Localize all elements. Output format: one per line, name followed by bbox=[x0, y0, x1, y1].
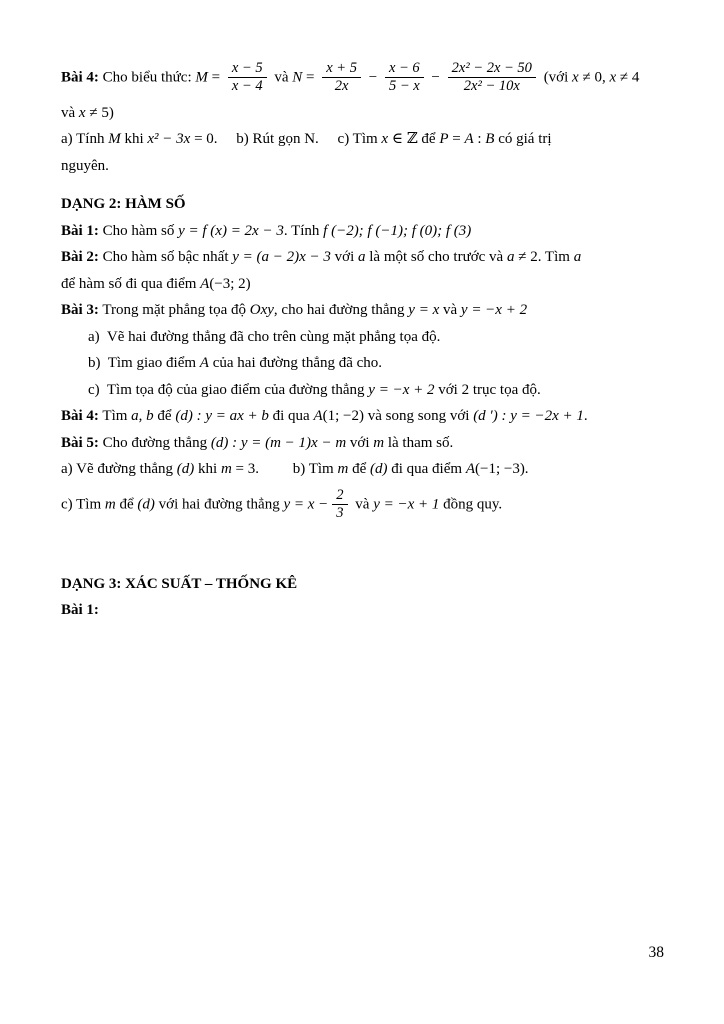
text-segment: (với bbox=[539, 69, 573, 86]
fraction bbox=[228, 60, 267, 96]
text-segment: c) Tìm bbox=[61, 496, 105, 513]
text-segment: Cho hàm số bbox=[98, 222, 179, 239]
text-segment: m bbox=[104, 496, 116, 513]
fraction bbox=[322, 60, 361, 96]
text-segment: : bbox=[473, 131, 486, 148]
text-segment: với 2 trục tọa độ. bbox=[434, 381, 541, 398]
text-segment: = 3. b) Tìm bbox=[231, 461, 338, 478]
text-segment: A bbox=[313, 408, 323, 425]
text-segment: x² − 3x bbox=[147, 131, 191, 148]
text-segment: ≠ 2. Tìm bbox=[514, 249, 574, 266]
text-segment: với hai đường thẳng bbox=[154, 496, 284, 513]
text-segment: Bài 1: bbox=[61, 222, 99, 239]
fraction-numerator: 2x² − 2x − 50 bbox=[451, 60, 532, 76]
text-segment: (−1; −3). bbox=[474, 461, 529, 478]
text-segment: ≠ 4 bbox=[616, 69, 640, 86]
text-segment: (d) bbox=[176, 461, 195, 478]
text-segment: (d) bbox=[137, 496, 155, 513]
text-segment: là một số cho trước và bbox=[365, 249, 507, 266]
text-segment: (d) bbox=[369, 461, 388, 478]
text-segment: Trong mặt phẳng tọa độ bbox=[98, 302, 250, 319]
text-segment: . Tính bbox=[283, 222, 324, 239]
text-segment: a) Tính bbox=[61, 131, 109, 148]
text-segment: a bbox=[573, 249, 582, 266]
text-segment: (1; −2) bbox=[322, 408, 364, 425]
text-segment: và bbox=[351, 496, 374, 513]
text-segment: Cho biểu thức: bbox=[98, 69, 196, 86]
problem-bai5-item-c bbox=[61, 485, 668, 525]
problem-bai4-parts-line bbox=[61, 128, 668, 151]
text-segment: y = x − bbox=[283, 496, 329, 513]
text-segment: c) Tìm tọa độ của giao điểm của đường thẳng bbox=[88, 381, 369, 398]
text-segment: m bbox=[337, 461, 349, 478]
text-segment: (−3; 2) bbox=[209, 275, 251, 292]
text-segment: b bbox=[146, 408, 154, 425]
problem-bai4-parts-continuation bbox=[61, 155, 668, 178]
fraction bbox=[332, 487, 347, 523]
text-segment: là tham số. bbox=[384, 434, 454, 451]
text-segment: khi bbox=[194, 461, 221, 478]
fraction bbox=[448, 60, 536, 96]
text-segment: . bbox=[583, 408, 588, 425]
text-segment: b) Tìm giao điểm bbox=[88, 355, 200, 372]
text-segment: = 0. b) Rút gọn N. c) Tìm bbox=[190, 131, 382, 148]
text-segment: Bài 1: bbox=[61, 602, 99, 619]
text-segment: y = x bbox=[408, 302, 440, 319]
problem-dang3-bai1-label bbox=[61, 599, 668, 622]
section-heading-dang3 bbox=[61, 573, 668, 596]
text-segment: M bbox=[108, 131, 121, 148]
fraction-numerator: x + 5 bbox=[326, 60, 357, 76]
problem-bai5-line bbox=[61, 432, 668, 455]
text-segment: Tìm bbox=[98, 408, 132, 425]
fraction bbox=[385, 60, 424, 96]
text-segment: (d) : y = (m − 1)x − m bbox=[210, 434, 347, 451]
text-segment: Oxy bbox=[249, 302, 274, 319]
text-segment: Bài 2: bbox=[61, 249, 99, 266]
problem-bai3-item-a bbox=[61, 326, 668, 349]
fraction-denominator: 2x² − 10x bbox=[448, 77, 536, 95]
text-segment: P bbox=[439, 131, 449, 148]
text-segment: x bbox=[609, 69, 617, 86]
text-segment: A bbox=[464, 131, 474, 148]
fraction-denominator: 3 bbox=[332, 504, 347, 522]
problem-bai3-line bbox=[61, 299, 668, 322]
text-segment: và bbox=[270, 69, 293, 86]
text-segment: a) Vẽ đường thẳng bbox=[61, 461, 177, 478]
problem-bai1-line bbox=[61, 220, 668, 243]
text-segment: y = −x + 2 bbox=[368, 381, 435, 398]
text-segment: − bbox=[427, 69, 444, 86]
text-segment: m bbox=[373, 434, 385, 451]
text-segment: y = f (x) = 2x − 3 bbox=[178, 222, 284, 239]
fraction-denominator: 2x bbox=[322, 77, 361, 95]
text-segment: để bbox=[348, 461, 370, 478]
text-segment: A bbox=[200, 275, 210, 292]
text-segment: và bbox=[61, 104, 79, 121]
problem-bai2-line2 bbox=[61, 273, 668, 296]
text-segment: của hai đường thẳng đã cho. bbox=[208, 355, 383, 372]
problem-bai3-item-c bbox=[61, 379, 668, 402]
text-segment: x bbox=[572, 69, 579, 86]
text-segment: đi qua điểm bbox=[387, 461, 466, 478]
fraction-numerator: 2 bbox=[336, 486, 344, 503]
text-segment: và song song với bbox=[364, 408, 474, 425]
fraction-numerator: x − 5 bbox=[231, 60, 263, 76]
text-segment: để bbox=[153, 408, 176, 425]
text-segment: a bbox=[131, 408, 139, 425]
text-segment: a bbox=[506, 249, 515, 266]
text-segment: ∈ ℤ để bbox=[388, 131, 440, 148]
fraction-denominator: 5 − x bbox=[385, 77, 424, 95]
text-segment: y = (a − 2)x − 3 bbox=[232, 249, 331, 266]
problem-bai5-items-ab bbox=[61, 458, 668, 481]
text-segment: = bbox=[302, 69, 319, 86]
text-segment: (d) : y = ax + b bbox=[175, 408, 269, 425]
text-segment: , bbox=[138, 408, 147, 425]
problem-bai3-item-b bbox=[61, 352, 668, 375]
text-segment: với bbox=[330, 249, 359, 266]
text-segment: − bbox=[364, 69, 381, 86]
text-segment: Bài 4: bbox=[61, 69, 99, 86]
text-segment: N bbox=[292, 69, 303, 86]
text-segment: DẠNG 2: HÀM SỐ bbox=[61, 196, 186, 213]
text-segment: x bbox=[78, 104, 86, 121]
problem-bai4b-line bbox=[61, 405, 668, 428]
text-segment: DẠNG 3: XÁC SUẤT – THỐNG KÊ bbox=[61, 575, 298, 592]
text-segment: a) Vẽ hai đường thẳng đã cho trên cùng mặt phẳng tọa độ. bbox=[88, 328, 441, 345]
text-segment: B bbox=[485, 131, 495, 148]
text-segment: Cho đường thẳng bbox=[98, 434, 211, 451]
page-number: 38 bbox=[648, 944, 664, 961]
text-segment: và bbox=[439, 302, 461, 319]
text-segment: Bài 3: bbox=[61, 302, 99, 319]
text-segment: A bbox=[465, 461, 475, 478]
text-segment: x bbox=[381, 131, 389, 148]
fraction-numerator: x − 6 bbox=[388, 60, 420, 76]
text-segment: m bbox=[220, 461, 232, 478]
text-segment: đi qua bbox=[268, 408, 314, 425]
text-segment: , cho hai đường thẳng bbox=[273, 302, 409, 319]
text-segment: với bbox=[346, 434, 374, 451]
text-segment: để bbox=[115, 496, 138, 513]
text-segment: A bbox=[199, 355, 209, 372]
text-segment: y = −x + 2 bbox=[460, 302, 528, 319]
text-segment: Bài 5: bbox=[61, 434, 99, 451]
text-segment: M bbox=[195, 69, 208, 86]
text-segment: a bbox=[358, 249, 366, 266]
text-segment: đồng quy. bbox=[439, 496, 503, 513]
problem-bai4-expression-line bbox=[61, 58, 668, 98]
text-segment: nguyên. bbox=[61, 157, 109, 174]
document-content bbox=[61, 58, 668, 626]
text-segment: f (−2); f (−1); f (0); f (3) bbox=[323, 222, 472, 239]
section-heading-dang2 bbox=[61, 193, 668, 216]
problem-bai4-condition-line bbox=[61, 102, 668, 125]
text-segment: Bài 4: bbox=[61, 408, 99, 425]
text-segment: có giá trị bbox=[494, 131, 552, 148]
fraction-denominator: x − 4 bbox=[228, 77, 267, 95]
text-segment: = bbox=[448, 131, 465, 148]
text-segment: = bbox=[207, 69, 224, 86]
text-segment: (d ′) : y = −2x + 1 bbox=[473, 408, 584, 425]
text-segment: y = −x + 1 bbox=[373, 496, 440, 513]
text-segment: khi bbox=[120, 131, 148, 148]
text-segment: ≠ 0, bbox=[578, 69, 610, 86]
text-segment: Cho hàm số bậc nhất bbox=[98, 249, 233, 266]
text-segment: để hàm số đi qua điểm bbox=[61, 275, 201, 292]
problem-bai2-line1 bbox=[61, 246, 668, 269]
text-segment: ≠ 5) bbox=[85, 104, 114, 121]
